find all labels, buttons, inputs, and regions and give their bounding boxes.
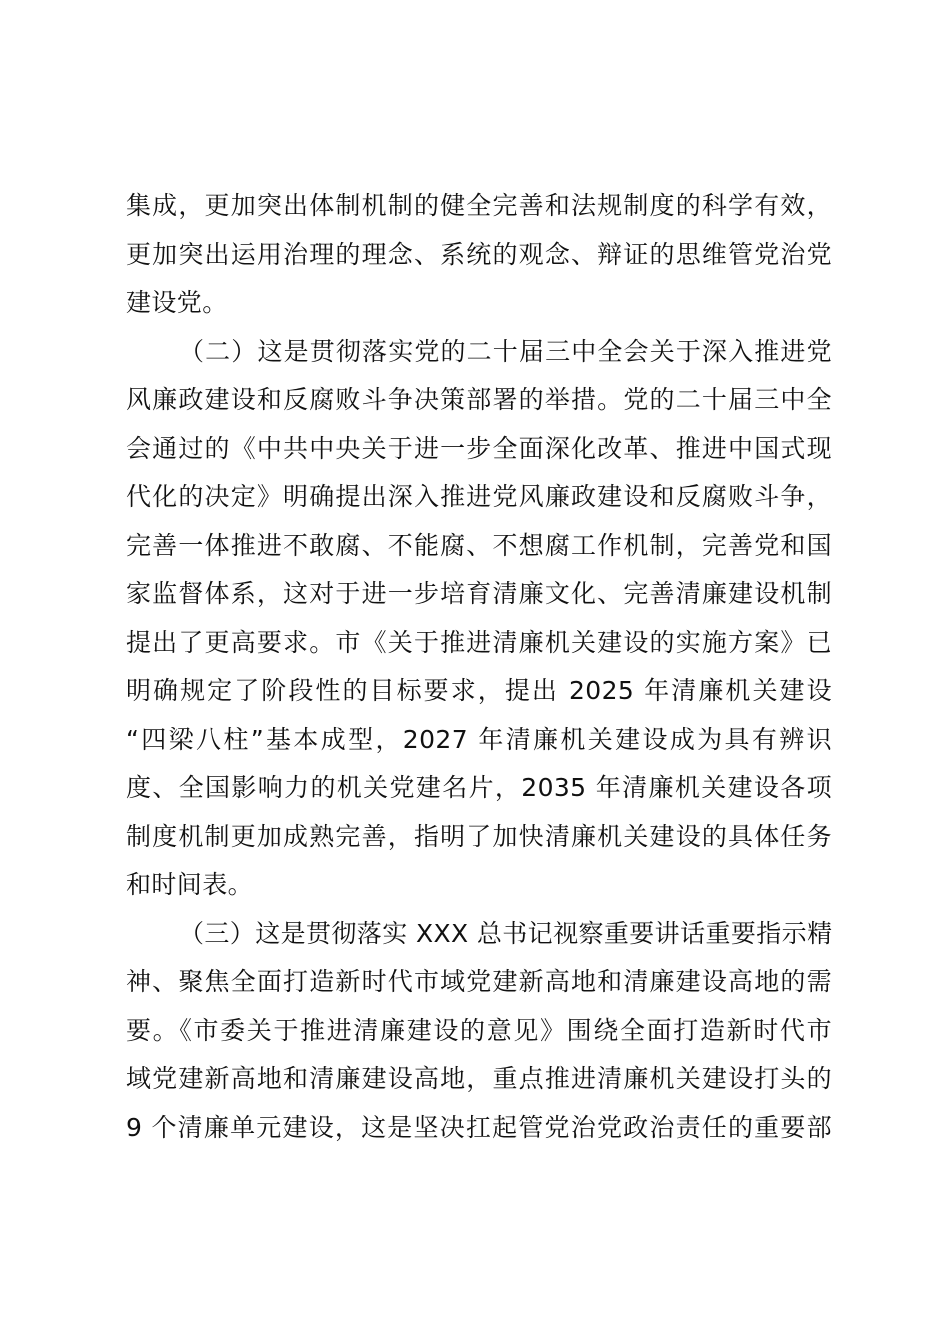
section-heading-line: （三）这是贯彻落实 XXX 总书记视察重要讲话重要指示精 <box>179 918 833 948</box>
text-line: 完善一体推进不敢腐、不能腐、不想腐工作机制，完善党和国 <box>126 530 832 560</box>
text-line: 度、全国影响力的机关党建名片，2035 年清廉机关建设各项 <box>126 773 832 802</box>
text-line: 代化的决定》明确提出深入推进党风廉政建设和反腐败斗争， <box>126 482 832 511</box>
text-line: “四梁八柱”基本成型，2027 年清廉机关建设成为具有辨识 <box>126 724 832 754</box>
text-line: 提出了更高要求。市《关于推进清廉机关建设的实施方案》已 <box>126 627 832 657</box>
text-line: 制度机制更加成熟完善，指明了加快清廉机关建设的具体任务 <box>126 821 832 851</box>
text-line: 建设党。 <box>126 288 228 317</box>
document-body <box>126 182 832 1152</box>
text-line: 家监督体系，这对于进一步培育清廉文化、完善清廉建设机制 <box>126 579 832 608</box>
text-line: 风廉政建设和反腐败斗争决策部署的举措。党的二十届三中全 <box>126 385 832 414</box>
text-line: 集成，更加突出体制机制的健全完善和法规制度的科学有效， <box>126 191 832 220</box>
text-line: 神、聚焦全面打造新时代市域党建新高地和清廉建设高地的需 <box>126 967 832 996</box>
text-line: 和时间表。 <box>126 870 254 899</box>
text-line: 9 个清廉单元建设，这是坚决扛起管党治党政治责任的重要部 <box>126 1112 832 1142</box>
text-line: 更加突出运用治理的理念、系统的观念、辩证的思维管党治党 <box>126 239 832 269</box>
text-line: 要。《市委关于推进清廉建设的意见》围绕全面打造新时代市 <box>126 1015 832 1045</box>
section-heading-line: （二）这是贯彻落实党的二十届三中全会关于深入推进党 <box>179 336 832 366</box>
text-line: 明确规定了阶段性的目标要求，提出 2025 年清廉机关建设 <box>126 676 832 705</box>
text-line: 域党建新高地和清廉建设高地，重点推进清廉机关建设打头的 <box>126 1064 832 1093</box>
text-line: 会通过的《中共中央关于进一步全面深化改革、推进中国式现 <box>126 433 832 463</box>
